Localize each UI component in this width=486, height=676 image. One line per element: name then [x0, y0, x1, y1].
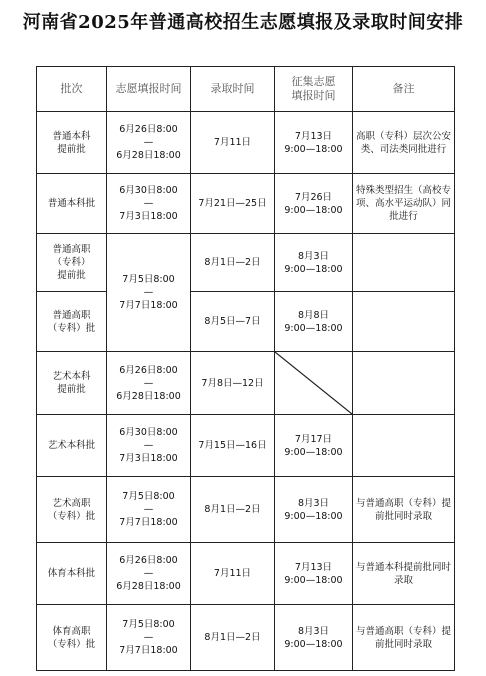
solicit-time-cell — [275, 415, 353, 477]
fill-end: 6月28日18:00 — [116, 150, 181, 161]
solicit-date: 7月26日 — [294, 191, 333, 203]
fill-time-cell — [107, 605, 191, 671]
batch-cell — [37, 234, 107, 292]
batch-cell — [37, 174, 107, 234]
note-cell: 与普通高职（专科）提前批同时录取 — [353, 477, 455, 543]
note-cell — [353, 292, 455, 352]
header-solicit-time — [275, 67, 353, 112]
solicit-hours: 9:00—18:00 — [284, 204, 343, 216]
solicit-date: 8月3日 — [297, 497, 330, 509]
solicit-time-cell-empty — [275, 352, 353, 415]
batch-line: 普通高职 — [52, 244, 91, 255]
fill-time-cell — [107, 352, 191, 415]
fill-dash: — — [143, 504, 154, 515]
solicit-date: 7月17日 — [294, 433, 333, 445]
table-row — [37, 112, 455, 174]
page-title: 河南省2025年普通高校招生志愿填报及录取时间安排 — [22, 12, 464, 33]
batch-line: 艺术高职 — [52, 497, 91, 509]
batch-cell — [37, 352, 107, 415]
admit-time-cell: 7月21日—25日 — [191, 174, 275, 234]
solicit-time-cell — [275, 605, 353, 671]
header-solicit-line2: 填报时间 — [291, 89, 336, 102]
batch-line: （专科）批 — [47, 510, 96, 522]
solicit-time-cell — [275, 174, 353, 234]
batch-line: 提前批 — [57, 270, 86, 281]
fill-start: 6月26日8:00 — [119, 364, 178, 376]
batch-cell — [37, 543, 107, 605]
solicit-hours: 9:00—18:00 — [284, 510, 343, 522]
solicit-hours: 9:00—18:00 — [284, 263, 343, 275]
fill-time-cell — [107, 415, 191, 477]
fill-start: 7月5日8:00 — [122, 491, 175, 502]
solicit-time-cell — [275, 543, 353, 605]
batch-cell — [37, 292, 107, 352]
admit-time-cell: 8月5日—7日 — [191, 292, 275, 352]
fill-dash: — — [143, 137, 154, 148]
fill-dash: — — [143, 198, 154, 209]
solicit-hours: 9:00—18:00 — [284, 322, 343, 334]
solicit-date: 8月8日 — [297, 309, 330, 321]
fill-end: 7月7日18:00 — [119, 517, 178, 528]
table-row — [37, 543, 455, 605]
fill-time-cell — [107, 112, 191, 174]
note-cell — [353, 352, 455, 415]
batch-line: （专科） — [52, 257, 91, 268]
fill-start: 6月30日8:00 — [119, 185, 178, 196]
fill-start: 6月26日8:00 — [119, 555, 178, 566]
note-cell: 与普通高职（专科）提前批同时录取 — [353, 605, 455, 671]
batch-line: （专科）批 — [47, 638, 96, 650]
admit-time-cell: 7月15日—16日 — [191, 415, 275, 477]
header-solicit-line1: 征集志愿 — [291, 75, 336, 88]
batch-line: 体育本科批 — [47, 568, 96, 579]
header-admit-time: 录取时间 — [191, 67, 275, 112]
solicit-time-cell — [275, 234, 353, 292]
batch-line: 艺术本科 — [52, 371, 91, 382]
fill-time-cell — [107, 234, 191, 352]
solicit-hours: 9:00—18:00 — [284, 446, 343, 458]
header-note: 备注 — [353, 67, 455, 112]
fill-time-cell — [107, 477, 191, 543]
solicit-date: 8月3日 — [297, 625, 330, 637]
admit-time-cell: 8月1日—2日 — [191, 605, 275, 671]
header-row — [37, 67, 455, 112]
solicit-date: 7月13日 — [294, 130, 333, 142]
header-batch: 批次 — [37, 67, 107, 112]
table-row — [37, 174, 455, 234]
table-row — [37, 352, 455, 415]
batch-line: 体育高职 — [52, 625, 91, 637]
admit-time-cell: 7月8日—12日 — [191, 352, 275, 415]
fill-start: 6月30日8:00 — [119, 427, 178, 438]
fill-end: 7月3日18:00 — [119, 211, 178, 222]
solicit-hours: 9:00—18:00 — [284, 143, 343, 155]
fill-dash: — — [143, 568, 154, 579]
batch-line: 普通本科 — [52, 130, 91, 142]
note-cell: 高职（专科）层次公安类、司法类同批进行 — [353, 112, 455, 174]
fill-end: 6月28日18:00 — [116, 581, 181, 592]
note-cell — [353, 234, 455, 292]
admit-time-cell: 7月11日 — [191, 112, 275, 174]
batch-line: 普通本科批 — [47, 198, 96, 209]
table-row — [37, 234, 455, 292]
admit-time-cell: 7月11日 — [191, 543, 275, 605]
admit-time-cell: 8月1日—2日 — [191, 234, 275, 292]
fill-dash: — — [143, 377, 154, 389]
batch-cell — [37, 605, 107, 671]
header-fill-time: 志愿填报时间 — [107, 67, 191, 112]
batch-cell — [37, 112, 107, 174]
table-row — [37, 477, 455, 543]
fill-time-cell — [107, 543, 191, 605]
table-row — [37, 415, 455, 477]
solicit-date: 7月13日 — [294, 561, 333, 573]
batch-line: 艺术本科批 — [47, 440, 96, 451]
fill-dash: — — [143, 440, 154, 451]
admit-time-cell: 8月1日—2日 — [191, 477, 275, 543]
fill-start: 6月26日8:00 — [119, 124, 178, 135]
fill-start: 7月5日8:00 — [122, 619, 175, 630]
fill-end: 6月28日18:00 — [116, 390, 181, 402]
solicit-time-cell — [275, 112, 353, 174]
solicit-hours: 9:00—18:00 — [284, 638, 343, 650]
table-row — [37, 292, 455, 352]
batch-line: 提前批 — [57, 143, 86, 155]
note-cell — [353, 415, 455, 477]
note-cell: 特殊类型招生（高校专项、高水平运动队）同批进行 — [353, 174, 455, 234]
fill-end: 7月3日18:00 — [119, 453, 178, 464]
batch-line: 普通高职 — [52, 309, 91, 321]
fill-time-cell — [107, 174, 191, 234]
batch-line: 提前批 — [57, 384, 86, 395]
fill-dash: — — [143, 632, 154, 643]
schedule-table — [36, 66, 455, 671]
solicit-time-cell — [275, 477, 353, 543]
batch-cell — [37, 415, 107, 477]
solicit-date: 8月3日 — [297, 250, 330, 262]
diagonal-slash — [275, 352, 352, 414]
note-cell: 与普通本科提前批同时录取 — [353, 543, 455, 605]
fill-end: 7月7日18:00 — [119, 645, 178, 656]
fill-dash: — — [143, 287, 154, 298]
fill-end: 7月7日18:00 — [119, 300, 178, 311]
batch-line: （专科）批 — [47, 322, 96, 334]
batch-cell — [37, 477, 107, 543]
fill-start: 7月5日8:00 — [122, 274, 175, 285]
table-row — [37, 605, 455, 671]
solicit-hours: 9:00—18:00 — [284, 574, 343, 586]
solicit-time-cell — [275, 292, 353, 352]
